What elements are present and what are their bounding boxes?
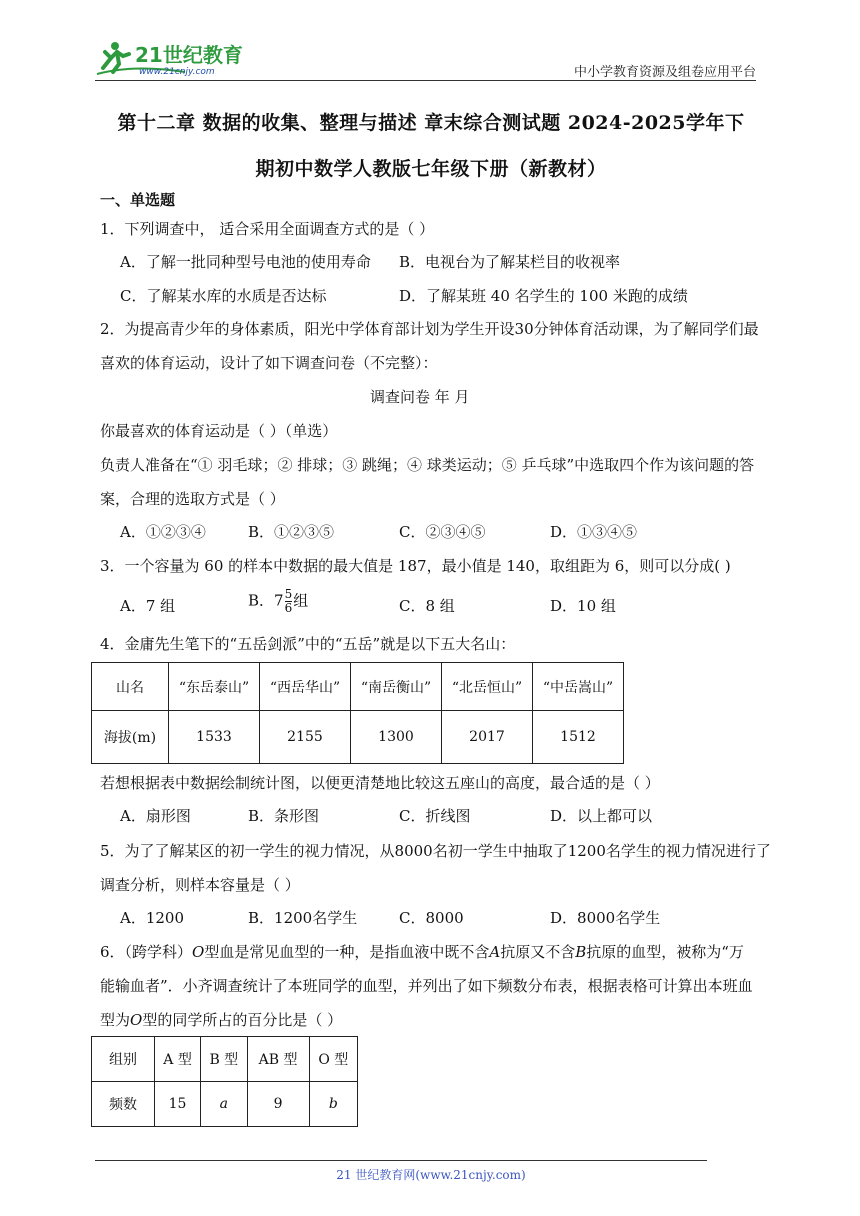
section-heading: 一、单选题	[100, 191, 176, 209]
q1-option-a: A．了解一批同种型号电池的使用寿命	[120, 253, 371, 271]
table-cell: “西岳华山”	[260, 663, 351, 711]
table-cell: 9	[247, 1082, 309, 1127]
q1-option-c: C．了解某水库的水质是否达标	[120, 287, 327, 305]
q4-option-a: A．扇形图	[120, 807, 191, 825]
q3-option-b	[248, 588, 308, 615]
svg-text:21世纪教育: 21世纪教育	[135, 43, 243, 67]
table-cell: “南岳衡山”	[351, 663, 442, 711]
q6-line2: 能输血者”．小齐调查统计了本班同学的血型，并列出了如下频数分布表，根据表格可计算出本班血	[100, 977, 753, 995]
q6-line1: 6．（跨学科）O型血是常见血型的一种，是指血液中既不含A抗原又不含B抗原的血型，被称为“万	[100, 943, 744, 961]
table-cell: AB 型	[247, 1037, 309, 1082]
q2-option-d: D．①③④⑤	[550, 523, 638, 541]
q3-option-b-suffix: 组	[293, 591, 309, 610]
q2-line1: 2．为提高青少年的身体素质，阳光中学体育部计划为学生开设30分钟体育活动课，为了解同学们最	[100, 320, 759, 338]
table-cell: 组别	[92, 1037, 155, 1082]
q5-line1: 5．为了了解某区的初一学生的视力情况，从8000名初一学生中抽取了1200名学生的视力情况进行了	[100, 842, 771, 860]
q6-line3: 型为O型的同学所占的百分比是（ ）	[100, 1011, 343, 1029]
q3-stem: 3．一个容量为 60 的样本中数据的最大值是 187，最小值是 140，取组距为 6，则可以分成( )	[100, 557, 731, 575]
table-cell: 山名	[92, 663, 169, 711]
q4-option-c: C．折线图	[399, 807, 471, 825]
table-cell: “北岳恒山”	[442, 663, 533, 711]
q2-line3: 你最喜欢的体育运动是（ ）（单选）	[100, 422, 338, 440]
q2-survey-title: 调查问卷 年 月	[370, 388, 470, 406]
q1-option-b: B．电视台为了解某栏目的收视率	[399, 253, 621, 271]
table-cell: 2017	[442, 711, 533, 764]
q4-option-d: D．以上都可以	[550, 807, 653, 825]
q3-option-c: C．8 组	[399, 597, 455, 615]
mountain-table	[91, 662, 624, 764]
q4-after-table: 若想根据表中数据绘制统计图，以便更清楚地比较这五座山的高度，最合适的是（ ）	[100, 774, 660, 792]
svg-text:www.21cnjy.com: www.21cnjy.com	[139, 67, 215, 77]
q4-option-b: B．条形图	[248, 807, 320, 825]
q1-option-d: D．了解某班 40 名学生的 100 米跑的成绩	[399, 287, 688, 305]
mixed-fraction: $\frac{5}{6}$	[284, 587, 293, 615]
table-cell: “中岳嵩山”	[533, 663, 624, 711]
footer-divider	[95, 1160, 707, 1161]
q5-option-a: A．1200	[120, 909, 185, 927]
table-cell: B 型	[201, 1037, 247, 1082]
table-cell: a	[201, 1082, 247, 1127]
header-divider	[95, 80, 756, 81]
q5-line2: 调查分析，则样本容量是（ ）	[100, 876, 300, 894]
logo-21cnjy	[95, 38, 265, 80]
table-cell: O 型	[309, 1037, 357, 1082]
q3-option-d: D．10 组	[550, 597, 616, 615]
doc-title-line1: 第十二章 数据的收集、整理与描述 章末综合测试题 2024-2025学年下	[117, 112, 745, 134]
table-cell: 1300	[351, 711, 442, 764]
q2-line4: 负责人准备在“① 羽毛球；② 排球；③ 跳绳；④ 球类运动；⑤ 乒乓球”中选取四个作为该问题的答	[100, 456, 755, 474]
q2-line5: 案，合理的选取方式是（ ）	[100, 490, 285, 508]
q2-option-b: B．①②③⑤	[248, 523, 335, 541]
q3-option-a: A．7 组	[120, 597, 176, 615]
table-cell: 2155	[260, 711, 351, 764]
doc-title-line2: 期初中数学人教版七年级下册（新教材）	[255, 158, 607, 180]
header-platform-name: 中小学教育资源及组卷应用平台	[573, 65, 756, 80]
table-cell: A 型	[155, 1037, 201, 1082]
q1-stem: 1．下列调查中， 适合采用全面调查方式的是（ ）	[100, 220, 435, 238]
table-cell: 海拔(m)	[92, 711, 169, 764]
q2-option-a: A．①②③④	[120, 523, 206, 541]
q2-option-c: C．②③④⑤	[399, 523, 486, 541]
table-cell: 1533	[169, 711, 260, 764]
blood-type-table	[91, 1036, 358, 1127]
footer-text: 21 世纪教育网(www.21cnjy.com)	[336, 1168, 526, 1182]
q2-line2: 喜欢的体育运动，设计了如下调查问卷（不完整）：	[100, 354, 438, 372]
q5-option-d: D．8000名学生	[550, 909, 661, 927]
table-cell: 1512	[533, 711, 624, 764]
table-cell: 频数	[92, 1082, 155, 1127]
q5-option-c: C．8000	[399, 909, 464, 927]
table-cell: b	[309, 1082, 357, 1127]
table-cell: 15	[155, 1082, 201, 1127]
q3-option-b-whole: B．7	[248, 591, 284, 610]
q5-option-b: B．1200名学生	[248, 909, 358, 927]
q4-stem: 4．金庸先生笔下的“五岳剑派”中的“五岳”就是以下五大名山：	[100, 635, 516, 653]
table-cell: “东岳泰山”	[169, 663, 260, 711]
